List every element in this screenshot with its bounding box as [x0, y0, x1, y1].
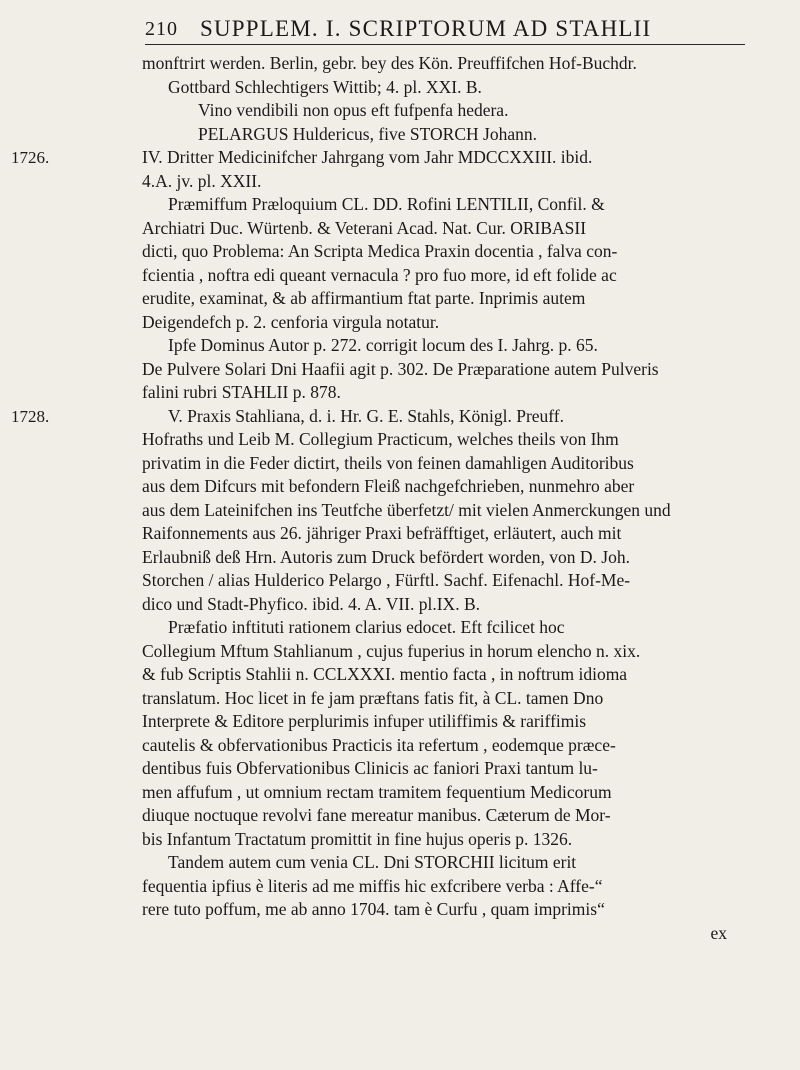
text-line [142, 287, 767, 311]
text-line [11, 146, 767, 170]
line-text: 4.A. jv. pl. XXII. [142, 170, 262, 191]
text-line [142, 240, 767, 264]
text-line [142, 922, 767, 946]
text-line [142, 663, 767, 687]
text-line [142, 569, 767, 593]
text-line [142, 358, 767, 382]
line-text: monftrirt werden. Berlin, gebr. bey des Kön. Preuffifchen Hof-Buchdr. [142, 53, 637, 73]
line-text: Storchen / alias Hulderico Pelargo , Fürftl. Sachf. Eifenachl. Hof-Me- [142, 570, 631, 590]
running-head: SUPPLEM. I. SCRIPTORUM AD STAHLII [200, 16, 652, 41]
text-line [142, 475, 767, 499]
text-line [142, 687, 767, 711]
line-text: Hofraths und Leib M. Collegium Practicum, welches theils von Ihm [142, 429, 619, 449]
text-line [142, 898, 767, 922]
line-text: Vino vendibili non opus eft fufpenfa hedera. [198, 100, 509, 120]
text-line [142, 217, 767, 241]
text-line [142, 734, 767, 758]
text-line [142, 381, 767, 405]
text-line [142, 123, 767, 147]
line-text: cautelis & obfervationibus Practicis ita refertum , eodemque præce- [142, 734, 616, 755]
line-text: Ipfe Dominus Autor p. 272. corrigit locum des I. Jahrg. p. 65. [168, 335, 598, 355]
page-number: 210 [145, 18, 178, 40]
text-line [142, 828, 767, 852]
text-line [142, 546, 767, 570]
line-text: bis Infantum Tractatum promittit in fine hujus operis p. 1326. [142, 828, 573, 849]
line-text: falini rubri STAHLII p. 878. [142, 382, 341, 402]
line-text: fcientia , noftra edi queant vernacula ? pro fuo more, id eft folide ac [142, 264, 617, 285]
line-text: dicti, quo Problema: An Scripta Medica Praxin docentia , falva con- [142, 241, 618, 261]
line-text: Præmiffum Præloquium CL. DD. Rofini LENTILII, Confil. & [168, 194, 605, 214]
text-line [142, 781, 767, 805]
line-text: dico und Stadt-Phyfico. ibid. 4. A. VII. pl.IX. B. [142, 593, 480, 614]
text-line [142, 499, 767, 523]
line-text: aus dem Lateinifchen ins Teutfche überfetzt/ mit vielen Anmerckungen und [142, 499, 671, 520]
text-line [142, 710, 767, 734]
line-text: dentibus fuis Obfervationibus Clinicis ac faniori Praxi tantum lu- [142, 758, 598, 778]
line-text: Gottbard Schlechtigers Wittib; 4. pl. XXI. B. [168, 76, 482, 97]
line-text: PELARGUS Huldericus, five STORCH Johann. [198, 123, 537, 144]
text-line [142, 757, 767, 781]
text-line [142, 522, 767, 546]
margin-year: 1726. [11, 148, 50, 167]
text-line [142, 76, 767, 100]
text-line [142, 875, 767, 899]
text-line [142, 804, 767, 828]
line-text: V. Praxis Stahliana, d. i. Hr. G. E. Stahls, Königl. Preuff. [168, 405, 565, 426]
line-text: Tandem autem cum venia CL. Dni STORCHII licitum erit [168, 852, 577, 872]
text-line [142, 428, 767, 452]
line-text: Archiatri Duc. Würtenb. & Veterani Acad. Nat. Cur. ORIBASII [142, 217, 587, 238]
line-text: privatim in die Feder dictirt, theils von feinen damahligen Auditoribus [142, 452, 634, 473]
line-text: ex [710, 922, 727, 943]
body-text [11, 52, 767, 945]
text-line [11, 405, 767, 429]
line-text: translatum. Hoc licet in fe jam præftans fatis fit, à CL. tamen Dno [142, 687, 604, 708]
text-line [142, 640, 767, 664]
text-line [142, 170, 767, 194]
line-text: rere tuto poffum, me ab anno 1704. tam è Curfu , quam imprimis“ [142, 899, 605, 919]
line-text: Raifonnements aus 26. jähriger Praxi befräfftiget, erläutert, auch mit [142, 523, 622, 543]
line-text: Erlaubniß deß Hrn. Autoris zum Druck befördert worden, von D. Joh. [142, 546, 630, 567]
text-line [142, 851, 767, 875]
text-line [142, 452, 767, 476]
text-line [142, 334, 767, 358]
text-line [142, 193, 767, 217]
line-text: men affufum , ut omnium rectam tramitem fequentium Medicorum [142, 781, 612, 802]
line-text: Interprete & Editore perplurimis infuper utiliffimis & rariffimis [142, 711, 587, 731]
text-line [142, 311, 767, 335]
text-line [142, 99, 767, 123]
line-text: Præfatio inftituti rationem clarius edocet. Eft fcilicet hoc [168, 617, 565, 637]
line-text: aus dem Difcurs mit befondern Fleiß nachgefchrieben, nunmehro aber [142, 476, 635, 496]
text-line [142, 52, 767, 76]
line-text: Deigendefch p. 2. cenforia virgula notatur. [142, 311, 440, 332]
line-text: fequentia ipfius è literis ad me miffis hic exfcribere verba : Affe-“ [142, 875, 603, 896]
line-text: Collegium Mftum Stahlianum , cujus fuperius in horum elencho n. xix. [142, 640, 641, 661]
text-line [142, 264, 767, 288]
line-text: IV. Dritter Medicinifcher Jahrgang vom Jahr MDCCXXIII. ibid. [142, 147, 593, 167]
text-line [142, 593, 767, 617]
line-text: De Pulvere Solari Dni Haafii agit p. 302. De Præparatione autem Pulveris [142, 358, 659, 379]
text-line [142, 616, 767, 640]
line-text: erudite, examinat, & ab affirmantium ftat parte. Inprimis autem [142, 288, 586, 308]
line-text: diuque noctuque revolvi fane mereatur manibus. Cæterum de Mor- [142, 805, 611, 825]
line-text: & fub Scriptis Stahlii n. CCLXXXI. mentio facta , in noftrum idioma [142, 664, 628, 684]
margin-year: 1728. [11, 406, 50, 426]
page-header [145, 14, 745, 45]
